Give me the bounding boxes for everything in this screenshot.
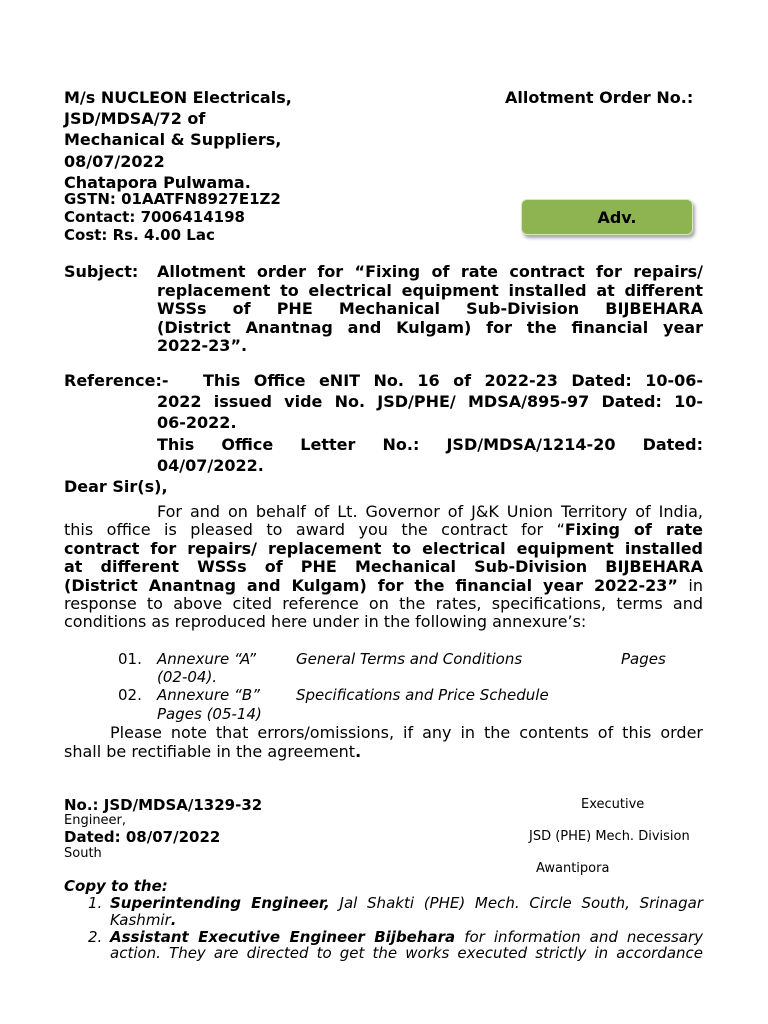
annexure-b-title: Specifications and Price Schedule [296,686,549,704]
addressee-date: 08/07/2022 [64,152,165,171]
annexure-a-pages: (02-04). [157,668,218,686]
signatory-title: Executive [581,797,645,812]
gstn: GSTN: 01AATFN8927E1Z2 [64,190,281,208]
copy-item-2: Assistant Executive Engineer Bijbehara for information and necessary [110,928,703,946]
copy-item-1-line-2: Kashmir. [110,911,177,929]
subject-line-4: (District Anantnag and Kulgam) for the financial year [157,318,703,337]
body-line-2: this office is pleased to award you the contract for “Fixing of rate [64,520,704,539]
reference-line-2: 2022 issued vide No. JSD/PHE/ MDSA/895-97 Dated: 10- [157,392,703,411]
subject-line-5: 2022-23”. [157,336,248,355]
copy-to-label: Copy to the: [64,877,168,895]
addressee-location: Chatapora Pulwama. [64,173,251,192]
body-line-5: (District Anantnag and Kulgam) for the financial year 2022-23” in [64,576,704,595]
annexure-a-num: 01. [118,650,142,668]
annexure-b-num: 02. [118,686,142,704]
subject-line-2: replacement to electrical equipment installed at different [157,281,703,300]
cost: Cost: Rs. 4.00 Lac [64,226,215,244]
copy-item-1-num: 1. [88,894,103,912]
copy-item-1: Superintending Engineer, Jal Shakti (PHE) Mech. Circle South, Srinagar [110,894,704,912]
contact: Contact: 7006414198 [64,208,245,226]
salutation: Dear Sir(s), [64,477,168,496]
body-line-1: For and on behalf of Lt. Governor of J&K Union Territory of India, [157,502,703,521]
division-name: JSD (PHE) Mech. Division [529,829,690,844]
body-line-4: at different WSSs of PHE Mechanical Sub-Division BIJBEHARA [64,557,703,576]
annexure-b-pages: Pages (05-14) [157,705,262,723]
reference-line-4: This Office Letter No.: JSD/MDSA/1214-20 Dated: [157,435,703,454]
allotment-order-label: Allotment Order No.: [505,88,694,107]
annexure-a-pages-label: Pages [621,650,666,668]
reference-line-1: This Office eNIT No. 16 of 2022-23 Dated: 10-06- [203,371,703,390]
division-place: Awantipora [536,861,610,876]
note-line-1: Please note that errors/omissions, if any in the contents of this order [110,723,703,742]
annexure-b-name: Annexure “B” [157,686,260,704]
reference-line-3: 06-2022. [157,413,237,432]
note-line-2: shall be rectifiable in the agreement. [64,742,362,761]
copy-item-2-num: 2. [88,928,103,946]
copy-item-2-line-2: action. They are directed to get the works executed strictly in accordance [110,944,703,962]
body-line-7: conditions as reproduced here under in the following annexure’s: [64,612,587,631]
body-line-6: response to above cited reference on the rates, specifications, terms and [64,594,703,613]
annexure-a-title: General Terms and Conditions [296,650,523,668]
signatory-title-cont: Engineer, [64,813,127,828]
addressee-line-3: Mechanical & Suppliers, [64,130,282,149]
reference-line-5: 04/07/2022. [157,456,264,475]
subject-line-3: WSSs of PHE Mechanical Sub-Division BIJBEHARA [157,299,703,318]
addressee-line-1: M/s NUCLEON Electricals, [64,88,292,107]
order-date: Dated: 08/07/2022 [64,828,221,846]
reference-label: Reference:- [64,371,169,390]
subject-line-1: Allotment order for “Fixing of rate contract for repairs/ [157,262,703,281]
adv-button[interactable]: Adv. [521,199,693,235]
order-number: No.: JSD/MDSA/1329-32 [64,796,263,814]
body-line-3: contract for repairs/ replacement to electrical equipment installed [64,539,703,558]
addressee-line-2: JSD/MDSA/72 of [64,109,206,128]
annexure-a-name: Annexure “A” [157,650,257,668]
subject-label: Subject: [64,262,139,281]
division-name-cont: South [64,846,102,861]
